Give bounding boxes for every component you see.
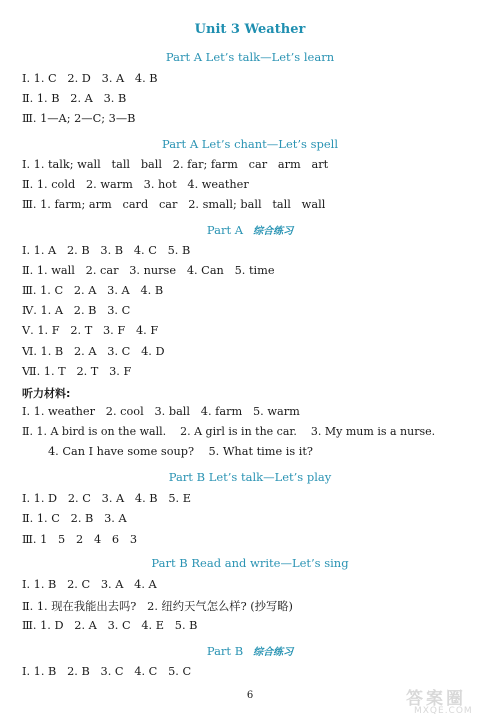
listening-material-label: 听力材料: — [22, 387, 71, 400]
answer-line: Ⅱ. 1. A bird is on the wall. 2. A girl is in the car. 3. My mum is a nurse. — [22, 425, 436, 438]
watermark-logo — [406, 684, 492, 718]
answer-line: Ⅰ. 1. B 2. C 3. A 4. A — [22, 578, 157, 591]
answer-line: Ⅵ. 1. B 2. A 3. C 4. D — [22, 345, 165, 358]
section-heading-part: Part B — [206, 644, 244, 658]
section-heading-zh: 综合练习 — [253, 226, 294, 237]
answer-line: Ⅲ. 1 5 2 4 6 3 — [22, 533, 138, 546]
page-number: 6 — [246, 690, 254, 701]
answer-line: Ⅰ. 1. weather 2. cool 3. ball 4. farm 5. warm — [22, 405, 300, 418]
page-title: Unit 3 Weather — [194, 22, 306, 37]
answer-line: 4. Can I have some soup? 5. What time is it? — [48, 445, 313, 458]
section-heading-part: Part A — [206, 223, 244, 237]
answer-line: Ⅲ. 1. farm; arm card car 2. small; ball tall wall — [22, 198, 326, 211]
answer-line: Ⅰ. 1. C 2. D 3. A 4. B — [22, 72, 158, 85]
section-heading — [0, 222, 500, 237]
section-heading: Part B Read and write—Let’s sing — [151, 556, 349, 570]
answer-line: Ⅰ. 1. A 2. B 3. B 4. C 5. B — [22, 244, 191, 257]
section-heading — [0, 643, 500, 658]
answer-line: Ⅰ. 1. D 2. C 3. A 4. B 5. E — [22, 492, 191, 505]
answer-line: Ⅶ. 1. T 2. T 3. F — [22, 365, 132, 378]
section-heading: Part B Let’s talk—Let’s play — [168, 470, 332, 484]
answer-line: Ⅲ. 1. D 2. A 3. C 4. E 5. B — [22, 619, 198, 632]
answer-line: Ⅳ. 1. A 2. B 3. C — [22, 304, 131, 317]
section-heading: Part A Let’s talk—Let’s learn — [165, 50, 335, 64]
answer-line: Ⅰ. 1. talk; wall tall ball 2. far; farm car arm art — [22, 158, 329, 171]
section-heading-zh: 综合练习 — [253, 647, 294, 658]
answer-line: Ⅱ. 1. 现在我能出去吗? 2. 纽约天气怎么样? (抄写略) — [22, 600, 293, 613]
answer-line: Ⅲ. 1—A; 2—C; 3—B — [22, 112, 136, 125]
answer-line: Ⅱ. 1. C 2. B 3. A — [22, 512, 127, 525]
answer-line: Ⅱ. 1. B 2. A 3. B — [22, 92, 127, 105]
answer-line: Ⅰ. 1. B 2. B 3. C 4. C 5. C — [22, 665, 192, 678]
watermark-url: MXQE.COM — [414, 706, 473, 716]
answer-line: Ⅱ. 1. cold 2. warm 3. hot 4. weather — [22, 178, 249, 191]
section-heading: Part A Let’s chant—Let’s spell — [161, 137, 339, 151]
answer-line: Ⅴ. 1. F 2. T 3. F 4. F — [22, 324, 159, 337]
watermark-text: 答案圈 — [406, 689, 466, 709]
answer-line: Ⅱ. 1. wall 2. car 3. nurse 4. Can 5. time — [22, 264, 275, 277]
answer-line: Ⅲ. 1. C 2. A 3. A 4. B — [22, 284, 164, 297]
